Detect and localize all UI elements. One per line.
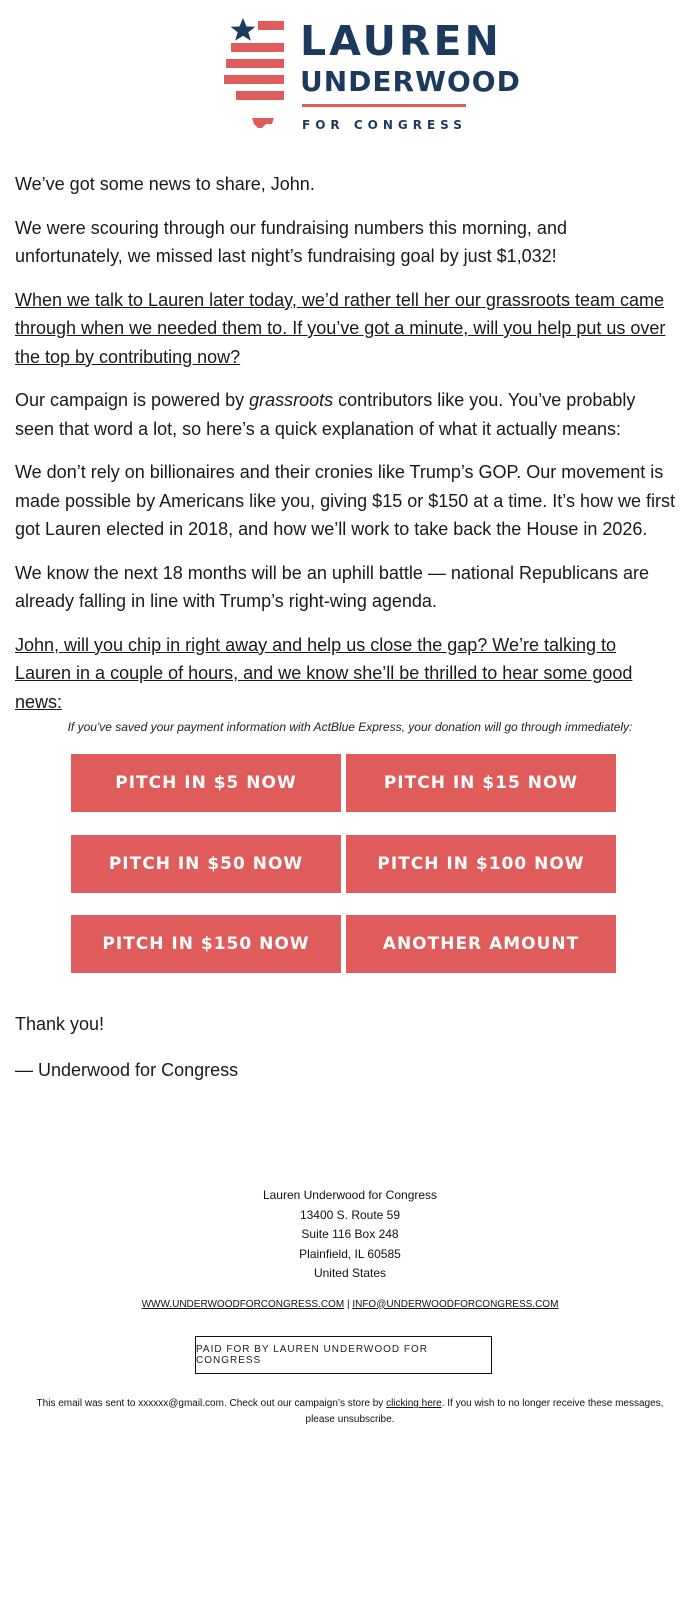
- email-body: [15, 170, 675, 731]
- mailing-address: [0, 1186, 700, 1284]
- pitch-in-150-button[interactable]: PITCH IN $150 NOW: [71, 915, 341, 973]
- campaign-logo: [222, 17, 521, 136]
- store-link[interactable]: clicking here: [386, 1398, 442, 1409]
- address-street: 13400 S. Route 59: [299, 1207, 401, 1222]
- pitch-in-100-button[interactable]: PITCH IN $100 NOW: [346, 835, 616, 893]
- greeting-paragraph: We’ve got some news to share, John.: [15, 174, 315, 194]
- goal-paragraph: We were scouring through our fundraising numbers this morning, and unfortunately, we missed last night’s fundraising goal by just $1,032!: [15, 217, 567, 266]
- logo-name-first: LAUREN: [300, 17, 502, 65]
- address-suite: Suite 116 Box 248: [301, 1227, 399, 1241]
- star-icon: [231, 18, 256, 41]
- pitch-in-15-button[interactable]: PITCH IN $15 NOW: [346, 754, 616, 812]
- another-amount-button[interactable]: ANOTHER AMOUNT: [346, 915, 616, 973]
- logo-name-last: UNDERWOOD: [300, 65, 521, 98]
- pitch-in-50-button[interactable]: PITCH IN $50 NOW: [71, 835, 341, 893]
- signature-text: — Underwood for Congress: [15, 1060, 239, 1080]
- closing: [15, 1010, 238, 1102]
- pitch-in-5-button[interactable]: PITCH IN $5 NOW: [71, 754, 341, 812]
- legal-text-start: This email was sent to xxxxxx@gmail.com. Check out our campaign’s store by: [36, 1398, 387, 1409]
- grassroots-text-start: Our campaign is powered by: [15, 390, 250, 410]
- legal-notice: [30, 1396, 670, 1428]
- uphill-battle-paragraph: We know the next 18 months will be an uphill battle — national Republicans are already falling in line with Trump’s right-wing agenda.: [15, 562, 650, 611]
- grassroots-paragraph: [15, 386, 675, 443]
- chip-in-link-paragraph[interactable]: John, will you chip in right away and help us close the gap? We’re talking to Lauren in a couple of hours, and we know she’ll be thrilled to hear some good news:: [15, 634, 633, 712]
- grassroots-italic-word: grassroots: [249, 390, 334, 410]
- footer: [0, 1186, 700, 1310]
- footer-link-separator: |: [346, 1298, 350, 1310]
- billionaires-paragraph: We don’t rely on billionaires and their cronies like Trump’s GOP. Our movement is made possible by Americans like you, giving $15 or $150 at a time. It’s how we first got Lauren elected in 2018, and how we’ll work to take back the House in 2026.: [15, 462, 675, 539]
- address-country: United States: [313, 1266, 387, 1280]
- website-link[interactable]: WWW.UNDERWOODFORCONGRESS.COM: [141, 1298, 345, 1310]
- legal-text-end: . If you wish to no longer receive these messages, please unsubscribe.: [305, 1398, 664, 1425]
- logo-tagline: FOR CONGRESS: [302, 118, 467, 132]
- contribute-link-paragraph[interactable]: When we talk to Lauren later today, we’d rather tell her our grassroots team came through when we needed them to. If you’ve got a minute, will you help put us over the top by contributing now?: [15, 289, 666, 367]
- thank-you-text: Thank you!: [15, 1014, 105, 1034]
- grassroots-text-end: contributors like you. You’ve probably seen that word a lot, so here’s a quick explanation of what it actually means:: [15, 390, 636, 439]
- paid-for-disclaimer: PAID FOR BY LAUREN UNDERWOOD FOR CONGRESS: [195, 1336, 492, 1374]
- footer-links: [0, 1299, 700, 1310]
- actblue-express-note: If you've saved your payment information with ActBlue Express, your donation will go through immediately:: [67, 720, 633, 734]
- address-city: Plainfield, IL 60585: [299, 1246, 401, 1261]
- email-link[interactable]: INFO@UNDERWOODFORCONGRESS.COM: [352, 1298, 559, 1310]
- address-org: Lauren Underwood for Congress: [262, 1188, 438, 1202]
- logo-divider: [302, 104, 466, 107]
- illinois-flag-icon: [222, 18, 294, 132]
